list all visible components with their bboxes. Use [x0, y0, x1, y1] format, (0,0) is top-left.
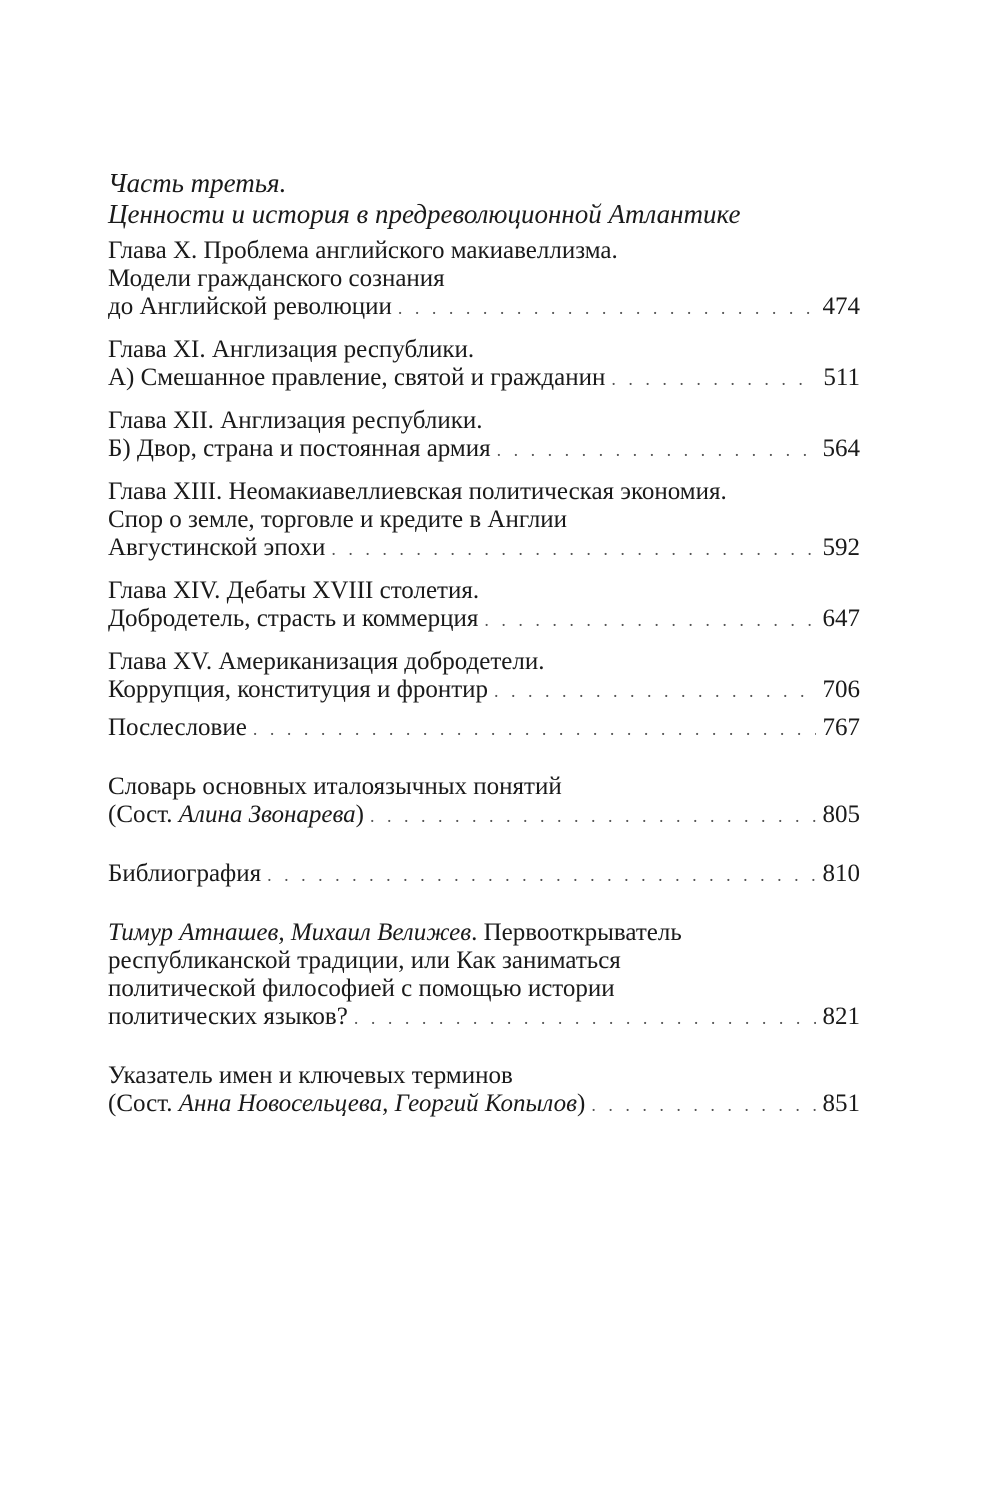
toc-entry: [108, 714, 860, 743]
essay-authors: Тимур Атнашев, Михаил Велижев: [108, 919, 472, 946]
dot-leader: [325, 535, 816, 563]
entry-title-last: А) Смешанное правление, святой и гражданин: [108, 364, 606, 391]
table-of-contents: [108, 168, 860, 1119]
page-number: 474: [822, 293, 860, 320]
toc-entry-dictionary: [108, 773, 860, 830]
entry-title: Глава XIV. Дебаты XVIII столетия.: [108, 577, 480, 604]
dot-leader: [491, 436, 816, 464]
entry-title: Глава X. Проблема английского макиавеллизма.: [108, 237, 618, 264]
entry-title: Глава XV. Американизация добродетели.: [108, 648, 545, 675]
entry-title: Указатель имен и ключевых терминов: [108, 1062, 513, 1089]
page-number: 805: [822, 801, 860, 828]
dot-leader: [247, 715, 816, 743]
entry-title-last: Коррупция, конституция и фронтир: [108, 676, 489, 703]
dot-leader: [478, 606, 816, 634]
entry-title: республиканской традиции, или Как заниматься: [108, 947, 621, 974]
dot-leader: [348, 1004, 816, 1032]
page-number: 810: [822, 860, 860, 887]
toc-entry-index: [108, 1062, 860, 1119]
toc-entry: [108, 648, 860, 705]
dot-leader: [605, 365, 816, 393]
dot-leader: [488, 677, 816, 705]
page-number: 706: [822, 676, 860, 703]
entry-title-last: Б) Двор, страна и постоянная армия: [108, 435, 491, 462]
entry-title: политической философией с помощью истории: [108, 975, 615, 1002]
entry-title: Глава XI. Англизация республики.: [108, 336, 475, 363]
entry-title: Глава XIII. Неомакиавеллиевская политическая экономия.: [108, 478, 727, 505]
entry-title-last: Послесловие: [108, 714, 247, 741]
toc-entry: [108, 336, 860, 393]
entry-title-last: Августинской эпохи: [108, 534, 326, 561]
page-number: 767: [822, 714, 860, 741]
entry-title: Библиография: [108, 860, 262, 887]
entry-title: Глава XII. Англизация республики.: [108, 407, 483, 434]
entry-title-last: Добродетель, страсть и коммерция: [108, 605, 479, 632]
chapter-list: [108, 237, 860, 743]
dot-leader: [364, 802, 816, 830]
dot-leader: [392, 294, 816, 322]
dot-leader: [585, 1091, 816, 1119]
page-number: 821: [822, 1003, 860, 1030]
toc-entry-essay: [108, 919, 860, 1032]
compiler-names: Анна Новосельцева, Георгий Копылов: [178, 1090, 577, 1117]
toc-entry: [108, 407, 860, 464]
toc-entry: [108, 237, 860, 322]
toc-entry-bibliography: [108, 860, 860, 889]
page-number: 511: [823, 364, 860, 391]
entry-title-last: до Английской революции: [108, 293, 392, 320]
part-subtitle: Ценности и история в предреволюционной Атлантике: [108, 199, 741, 229]
entry-title-last: (Сост. Алина Звонарева): [108, 801, 364, 828]
page-number: 592: [822, 534, 860, 561]
part-heading: [108, 168, 860, 230]
entry-title: Спор о земле, торговле и кредите в Англии: [108, 506, 568, 533]
toc-entry: [108, 577, 860, 634]
entry-title: Модели гражданского сознания: [108, 265, 445, 292]
entry-title-last: (Сост. Анна Новосельцева, Георгий Копылов): [108, 1090, 586, 1117]
page-number: 564: [822, 435, 860, 462]
part-title: Часть третья.: [108, 168, 287, 198]
entry-title: Словарь основных италоязычных понятий: [108, 773, 562, 800]
compiler-name: Алина Звонарева: [178, 801, 356, 828]
toc-entry: [108, 478, 860, 563]
dot-leader: [261, 861, 816, 889]
page-number: 647: [822, 605, 860, 632]
entry-title-last: политических языков?: [108, 1003, 348, 1030]
essay-title: . Первооткрыватель: [471, 919, 682, 946]
page-number: 851: [822, 1090, 860, 1117]
